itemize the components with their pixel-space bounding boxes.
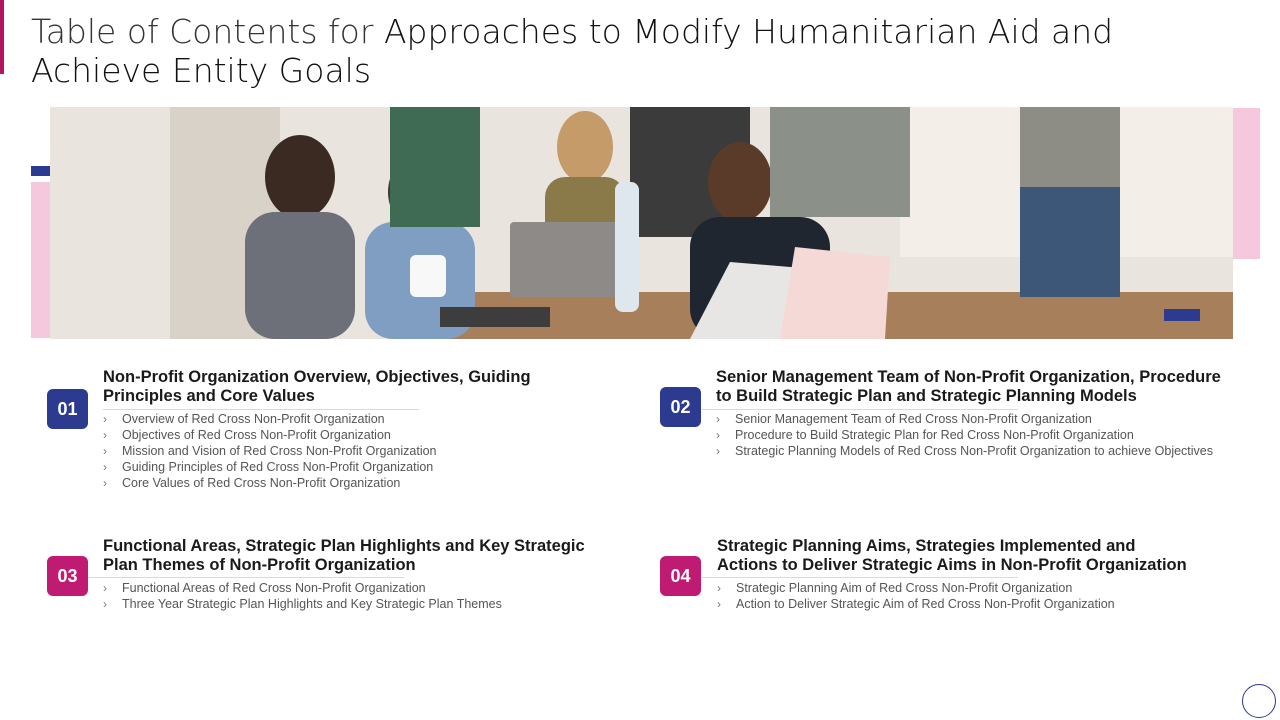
section-divider bbox=[103, 409, 419, 410]
chevron-right-icon: › bbox=[717, 581, 721, 595]
section-heading bbox=[103, 368, 583, 406]
list-item bbox=[716, 411, 1213, 427]
chevron-right-icon: › bbox=[103, 412, 107, 426]
section-heading-line: Senior Management Team of Non-Profit Organization, Procedure bbox=[716, 368, 1221, 386]
list-item-text: Strategic Planning Models of Red Cross Non-Profit Organization to achieve Objectives bbox=[735, 444, 1214, 458]
list-item bbox=[103, 596, 502, 612]
chevron-right-icon: › bbox=[103, 428, 107, 442]
decorative-pink-bar-left bbox=[31, 182, 50, 338]
list-item bbox=[103, 411, 437, 427]
section-heading-line: Actions to Deliver Strategic Aims in Non-Profit Organization bbox=[717, 556, 1187, 574]
team-meeting-photo bbox=[50, 107, 1233, 339]
list-item-text: Strategic Planning Aim of Red Cross Non-Profit Organization bbox=[736, 581, 1073, 595]
section-heading-line: Principles and Core Values bbox=[103, 387, 315, 405]
list-item-text: Functional Areas of Red Cross Non-Profit Organization bbox=[122, 581, 426, 595]
section-divider bbox=[702, 409, 1018, 410]
section-heading bbox=[103, 537, 603, 575]
title-main: Approaches to Modify Humanitarian Aid and Achieve Entity Goals bbox=[31, 12, 1114, 90]
chevron-right-icon: › bbox=[717, 597, 721, 611]
section-number-badge: 01 bbox=[47, 389, 88, 429]
section-heading-line: to Build Strategic Plan and Strategic Planning Models bbox=[716, 387, 1137, 405]
list-item-text: Senior Management Team of Red Cross Non-Profit Organization bbox=[735, 412, 1092, 426]
list-item-text: Guiding Principles of Red Cross Non-Profit Organization bbox=[122, 460, 434, 474]
list-item bbox=[717, 596, 1115, 612]
chevron-right-icon: › bbox=[103, 581, 107, 595]
list-item-text: Overview of Red Cross Non-Profit Organization bbox=[122, 412, 385, 426]
section-heading-line: Plan Themes of Non-Profit Organization bbox=[103, 556, 416, 574]
page-title bbox=[31, 12, 1251, 90]
list-item bbox=[103, 459, 437, 475]
chevron-right-icon: › bbox=[103, 597, 107, 611]
section-number-badge: 04 bbox=[660, 556, 701, 596]
section-item-list bbox=[717, 580, 1115, 612]
list-item-text: Objectives of Red Cross Non-Profit Organization bbox=[122, 428, 391, 442]
title-accent-bar bbox=[0, 0, 4, 74]
decorative-pink-bar-right bbox=[1233, 108, 1260, 259]
section-heading-line: Functional Areas, Strategic Plan Highlights and Key Strategic bbox=[103, 537, 585, 555]
section-item-list bbox=[103, 580, 502, 612]
section-number-badge: 02 bbox=[660, 387, 701, 427]
list-item bbox=[716, 443, 1213, 459]
list-item-text: Core Values of Red Cross Non-Profit Organization bbox=[122, 476, 401, 490]
list-item bbox=[103, 427, 437, 443]
section-number-badge: 03 bbox=[47, 556, 88, 596]
section-heading bbox=[717, 537, 1237, 575]
photo-illustration bbox=[50, 107, 1233, 339]
list-item bbox=[103, 580, 502, 596]
section-item-list bbox=[103, 411, 437, 491]
section-heading-line: Strategic Planning Aims, Strategies Implemented and bbox=[717, 537, 1136, 555]
list-item bbox=[717, 580, 1115, 596]
chevron-right-icon: › bbox=[716, 412, 720, 426]
list-item-text: Mission and Vision of Red Cross Non-Profit Organization bbox=[122, 444, 437, 458]
page-indicator-circle bbox=[1242, 684, 1276, 718]
title-prefix: Table of Contents for bbox=[31, 12, 374, 51]
list-item bbox=[103, 475, 437, 491]
section-divider bbox=[702, 577, 1018, 578]
list-item bbox=[716, 427, 1213, 443]
list-item-text: Three Year Strategic Plan Highlights and Key Strategic Plan Themes bbox=[122, 597, 502, 611]
chevron-right-icon: › bbox=[103, 460, 107, 474]
section-heading bbox=[716, 368, 1256, 406]
chevron-right-icon: › bbox=[103, 444, 107, 458]
chevron-right-icon: › bbox=[103, 476, 107, 490]
section-item-list bbox=[716, 411, 1213, 459]
chevron-right-icon: › bbox=[716, 444, 720, 458]
list-item-text: Action to Deliver Strategic Aim of Red Cross Non-Profit Organization bbox=[736, 597, 1115, 611]
list-item bbox=[103, 443, 437, 459]
decorative-blue-bar-right bbox=[1164, 309, 1200, 321]
chevron-right-icon: › bbox=[716, 428, 720, 442]
list-item-text: Procedure to Build Strategic Plan for Red Cross Non-Profit Organization bbox=[735, 428, 1134, 442]
section-heading-line: Non-Profit Organization Overview, Objectives, Guiding bbox=[103, 368, 531, 386]
section-divider bbox=[88, 577, 404, 578]
